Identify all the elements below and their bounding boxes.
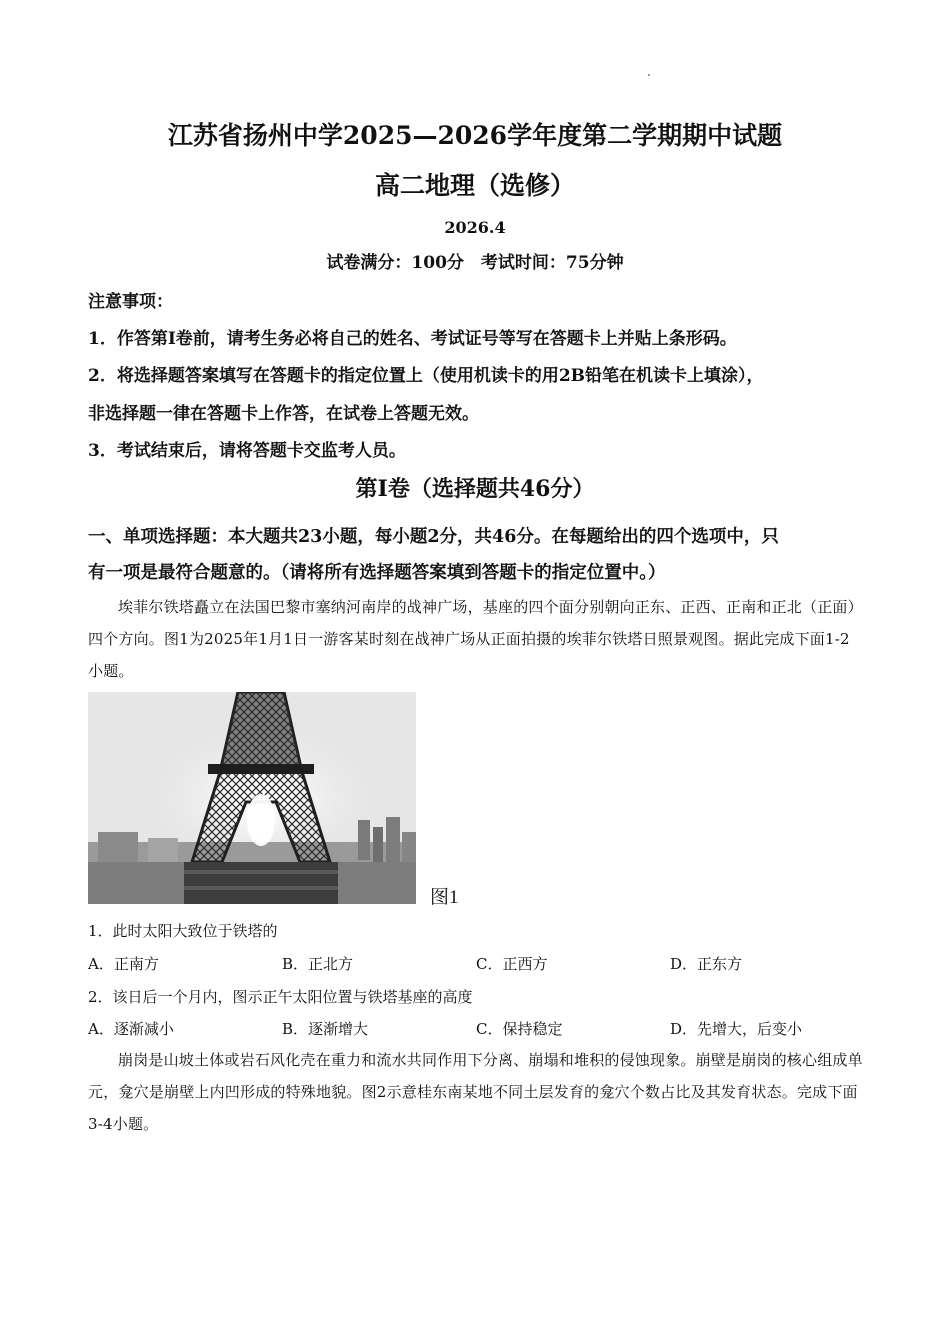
part-instructions-line2: 有一项是最符合题意的。（请将所有选择题答案填到答题卡的指定位置中。）	[88, 563, 666, 583]
q1-option-a: A．正南方	[88, 955, 159, 973]
passage-2: 崩岗是山坡土体或岩石风化壳在重力和流水共同作用下分离、崩塌和堆积的侵蚀现象。崩壁是崩岗的核心组成单元，龛穴是崩壁上内凹形成的特殊地貌。图2示意桂东南某地不同土层发育的龛穴个数占比及其发育状态。完成下面3-4小题。	[88, 1051, 863, 1133]
passage-1: 埃菲尔铁塔矗立在法国巴黎市塞纳河南岸的战神广场，基座的四个面分别朝向正东、正西、正南和正北（正面）四个方向。图1为2025年1月1日一游客某时刻在战神广场从正面拍摄的埃菲尔铁塔日照景观图。据此完成下面1-2小题。	[88, 598, 863, 680]
eiffel-tower-photo	[88, 692, 416, 904]
q2-option-d: D．先增大，后变小	[670, 1020, 803, 1038]
q1-option-c: C．正西方	[476, 955, 548, 973]
exam-meta: 试卷满分：100分 考试时间：75分钟	[326, 253, 624, 273]
scan-dot	[648, 74, 650, 76]
exam-subtitle: 高二地理（选修）	[374, 171, 575, 200]
notice-item-2-cont: 非选择题一律在答题卡上作答，在试卷上答题无效。	[88, 404, 479, 424]
section-title: 第I卷（选择题共46分）	[355, 476, 595, 502]
question-2-stem: 2．该日后一个月内，图示正午太阳位置与铁塔基座的高度	[88, 988, 473, 1006]
q2-option-a: A．逐渐减小	[88, 1020, 174, 1038]
exam-date: 2026.4	[444, 218, 506, 237]
notice-item-2: 2．将选择题答案填写在答题卡的指定位置上（使用机读卡的用2B铅笔在机读卡上填涂），	[88, 366, 764, 386]
exam-title: 江苏省扬州中学2025—2026学年度第二学期期中试题	[167, 121, 783, 150]
question-1-stem: 1．此时太阳大致位于铁塔的	[88, 922, 278, 940]
q2-option-c: C．保持稳定	[476, 1020, 563, 1038]
notice-item-1: 1．作答第I卷前，请考生务必将自己的姓名、考试证号等写在答题卡上并贴上条形码。	[88, 329, 737, 349]
figure-1-label: 图1	[430, 887, 459, 908]
notice-heading: 注意事项：	[88, 292, 173, 312]
q1-option-b: B．正北方	[282, 955, 354, 973]
q1-option-d: D．正东方	[670, 955, 743, 973]
q2-option-b: B．逐渐增大	[282, 1020, 369, 1038]
notice-item-3: 3．考试结束后，请将答题卡交监考人员。	[88, 441, 406, 461]
part-instructions-line1: 一、单项选择题：本大题共23小题，每小题2分，共46分。在每题给出的四个选项中，只	[88, 527, 779, 547]
